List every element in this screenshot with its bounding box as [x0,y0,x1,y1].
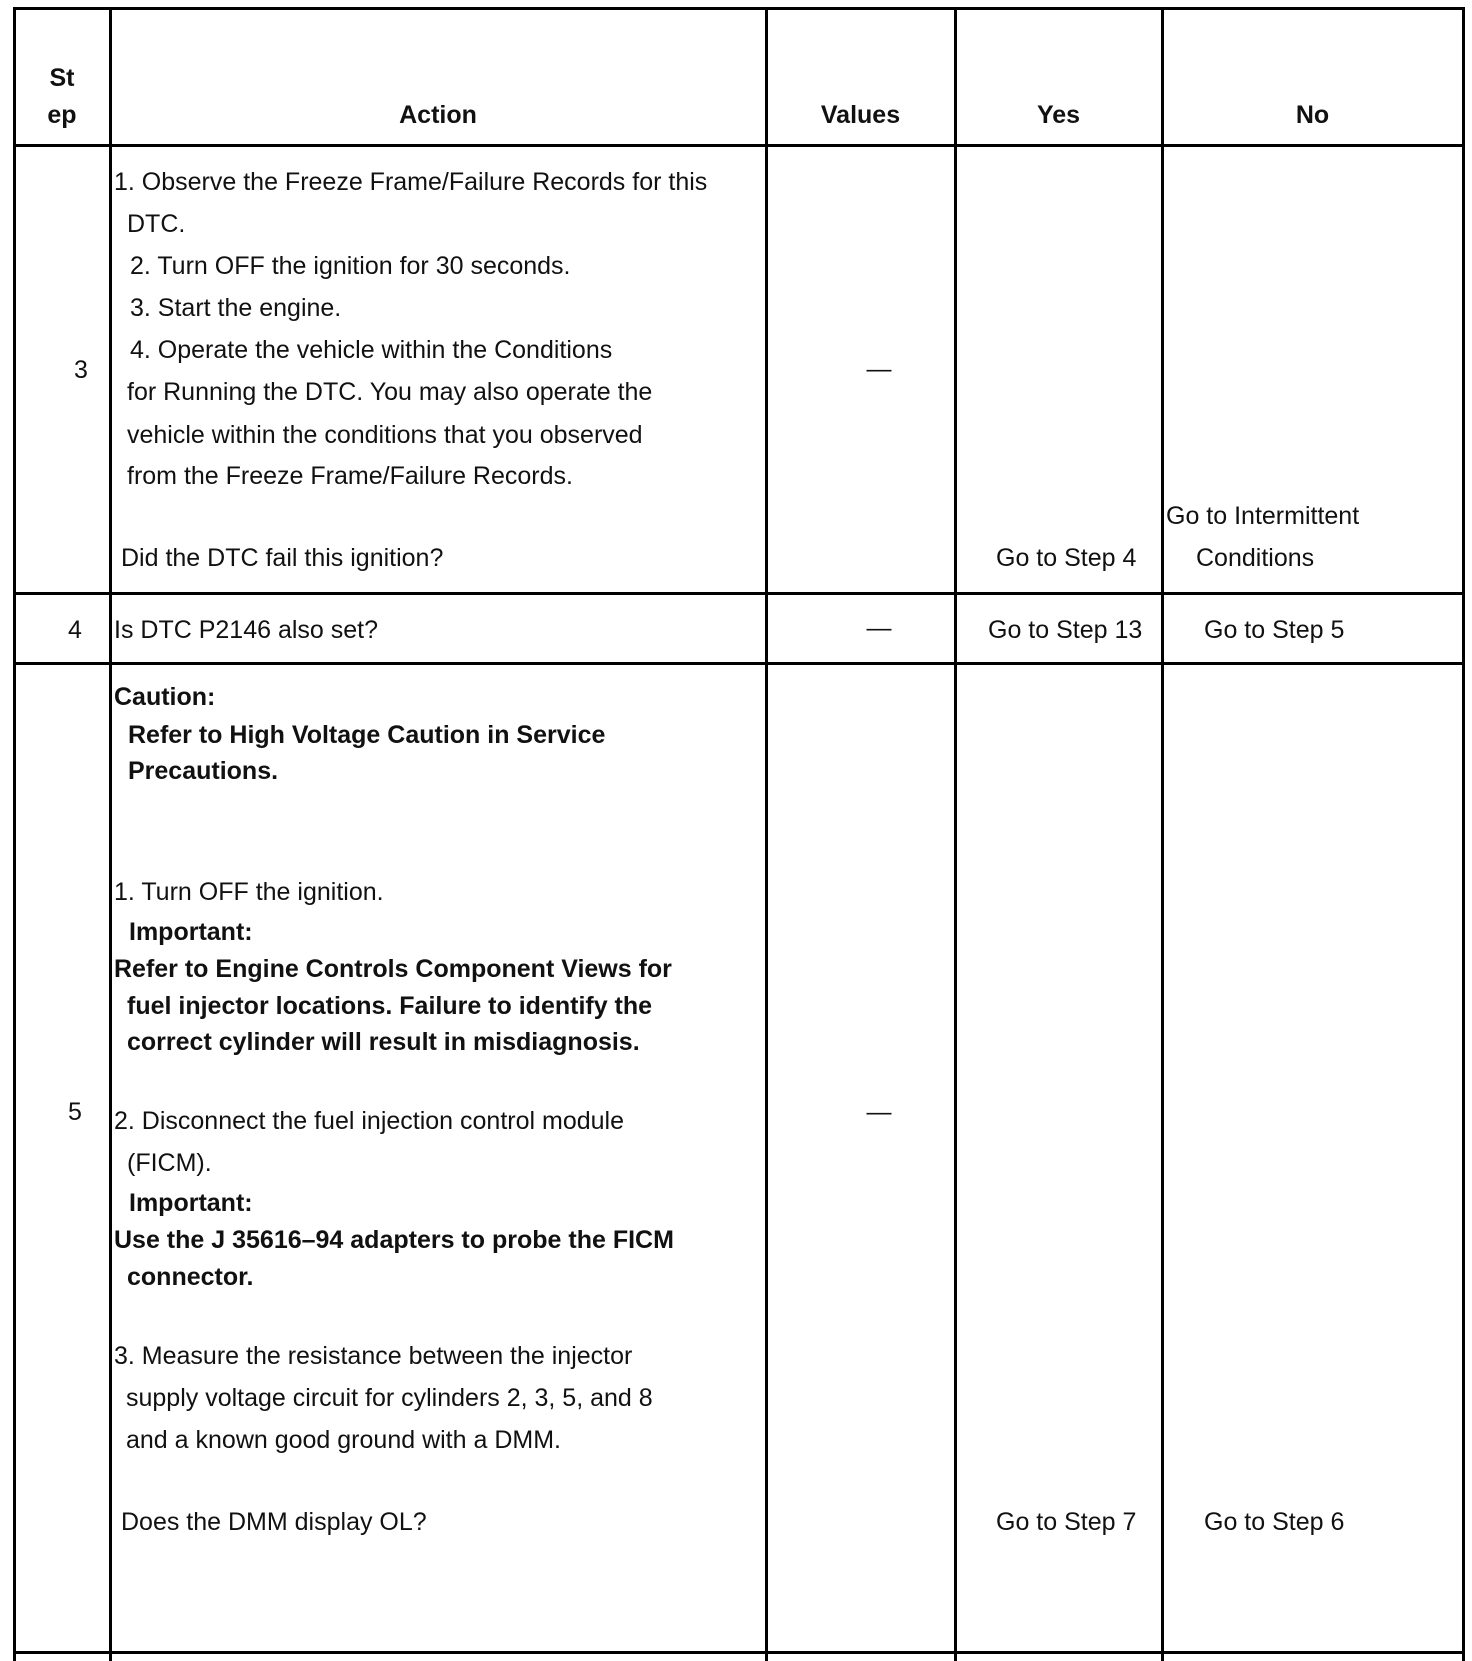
header-action: Action [399,101,477,129]
header-step-line2: ep [47,101,77,129]
row-5-caution-text-2: Precautions. [128,757,279,785]
table-border-right [1462,9,1465,1661]
row-4-values: — [866,614,892,642]
row-3-no-line-2: Conditions [1196,544,1315,572]
row-5-step-2b: (FICM). [127,1149,212,1177]
row-3-question: Did the DTC fail this ignition? [121,544,444,572]
table-border-top [13,7,1465,10]
row-3-no-line-1: Go to Intermittent [1166,502,1360,530]
row-5-important-label-1: Important: [129,918,253,946]
col-divider-step-action [109,9,112,1661]
row-5-caution-text-1: Refer to High Voltage Caution in Service [128,721,606,749]
row-3-action-line-8: from the Freeze Frame/Failure Records. [127,462,573,490]
row-3-action-line-4: 3. Start the engine. [130,294,342,322]
row-5-no: Go to Step 6 [1204,1508,1345,1536]
row-3-yes: Go to Step 4 [996,544,1137,572]
col-divider-action-values [765,9,768,1661]
header-no: No [1295,101,1330,129]
row-5-important-label-2: Important: [129,1189,253,1217]
row-5-step-3a: 3. Measure the resistance between the injector [114,1342,633,1370]
row-3-action-line-7: vehicle within the conditions that you observed [127,421,643,449]
row-5-values: — [866,1098,892,1126]
row-4-no: Go to Step 5 [1204,616,1345,644]
row-3-action-line-2: DTC. [127,210,186,238]
row-3-action-line-1: 1. Observe the Freeze Frame/Failure Records for this [114,168,708,196]
row-5-question: Does the DMM display OL? [121,1508,427,1536]
col-divider-values-yes [954,9,957,1661]
row-5-important-text-2b: connector. [127,1263,254,1291]
row-5-step-2a: 2. Disconnect the fuel injection control module [114,1107,625,1135]
row-5-yes: Go to Step 7 [996,1508,1137,1536]
row-4-step: 4 [68,616,82,644]
row-3-action-line-6: for Running the DTC. You may also operate the [127,378,653,406]
row-5-important-text-2a: Use the J 35616–94 adapters to probe the FICM [114,1226,674,1254]
row-3-action-line-3: 2. Turn OFF the ignition for 30 seconds. [130,252,571,280]
row-5-important-text-1b: fuel injector locations. Failure to identify the [127,992,653,1020]
header-divider [13,144,1465,147]
row-5-step: 5 [68,1098,82,1126]
col-divider-yes-no [1161,9,1164,1661]
row-5-important-text-1a: Refer to Engine Controls Component Views for [114,955,672,983]
row-divider-4-5 [13,662,1465,665]
row-divider-3-4 [13,592,1465,595]
row-3-values: — [866,355,892,383]
row-4-action: Is DTC P2146 also set? [114,616,379,644]
row-5-important-text-1c: correct cylinder will result in misdiagnosis. [127,1028,640,1056]
row-3-action-line-5: 4. Operate the vehicle within the Conditions [130,336,613,364]
row-3-step: 3 [74,356,88,384]
row-5-caution-label: Caution: [114,683,216,711]
header-step-line1: St [49,64,75,92]
header-values: Values [820,101,901,129]
row-5-step-3b: supply voltage circuit for cylinders 2, 3, 5, and 8 [126,1384,653,1412]
header-yes: Yes [1036,101,1081,129]
table-border-left [13,9,16,1661]
row-4-yes: Go to Step 13 [988,616,1143,644]
row-5-step-3c: and a known good ground with a DMM. [126,1426,561,1454]
row-5-step-1: 1. Turn OFF the ignition. [114,878,384,906]
